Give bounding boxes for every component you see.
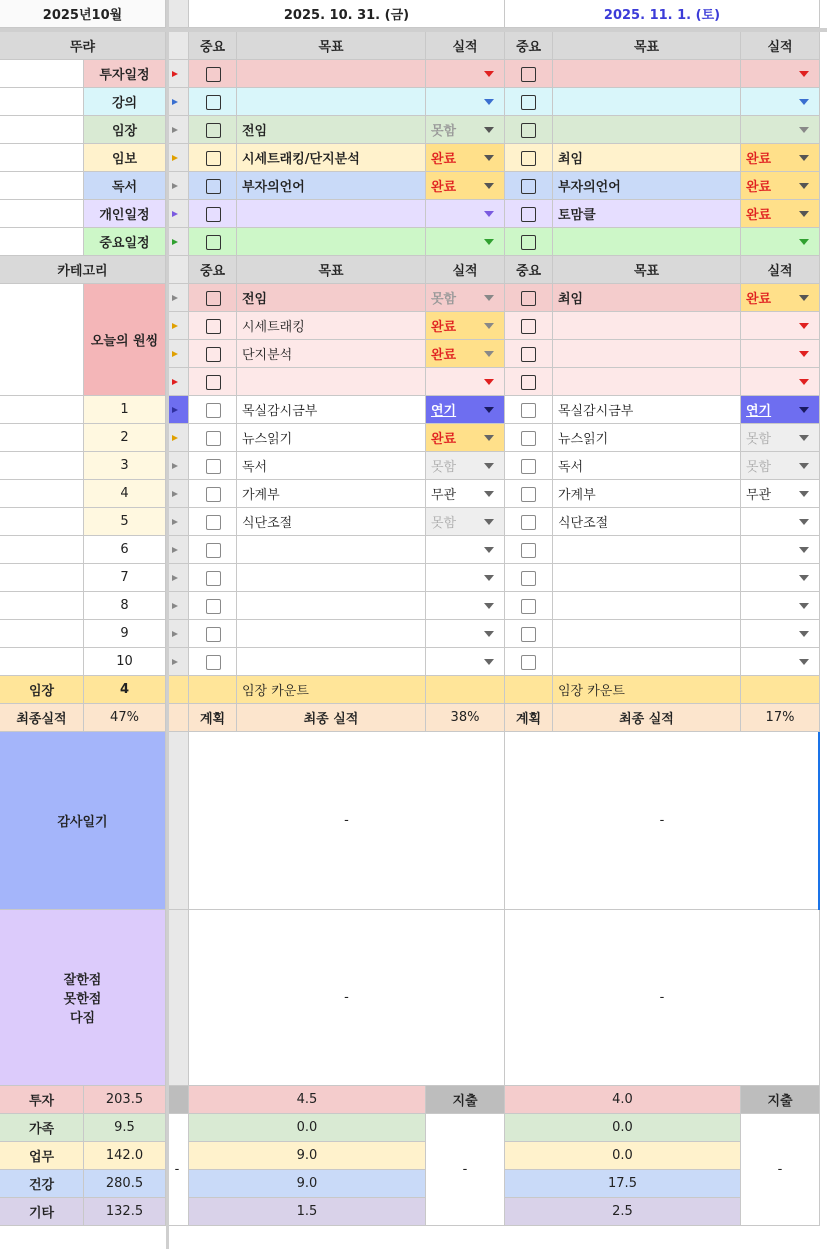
column-header: 목표 [237, 32, 426, 60]
important-checkbox[interactable] [521, 515, 536, 530]
blank-cell [0, 480, 84, 508]
important-checkbox[interactable] [206, 179, 221, 194]
row-marker-icon [172, 127, 178, 133]
goal-field[interactable]: 부자의언어 [553, 172, 741, 200]
result-select[interactable]: 완료 [426, 424, 505, 452]
goal-field[interactable] [237, 564, 426, 592]
column-header: 중요 [505, 256, 553, 284]
goal-field[interactable]: 가계부 [553, 480, 741, 508]
important-checkbox[interactable] [206, 487, 221, 502]
dropdown-arrow-icon[interactable] [484, 211, 494, 217]
goal-field[interactable] [553, 228, 741, 256]
gap-column [166, 704, 189, 732]
expense-dash: - [426, 1114, 505, 1226]
plan-label: 계획 [189, 704, 237, 732]
row-number: 3 [84, 452, 166, 480]
dropdown-arrow-icon[interactable] [484, 603, 494, 609]
result-select[interactable]: 무관 [741, 480, 820, 508]
goal-field[interactable]: 단지분석 [237, 340, 426, 368]
dropdown-arrow-icon[interactable] [484, 323, 494, 329]
dropdown-arrow-icon[interactable] [799, 575, 809, 581]
row-marker-icon [172, 659, 178, 665]
goal-field[interactable] [237, 592, 426, 620]
column-header: 실적 [741, 32, 820, 60]
goal-field[interactable]: 최임 [553, 144, 741, 172]
goal-field[interactable] [553, 312, 741, 340]
dropdown-arrow-icon[interactable] [799, 631, 809, 637]
important-checkbox[interactable] [521, 151, 536, 166]
result-select[interactable]: 완료 [741, 144, 820, 172]
important-checkbox[interactable] [206, 571, 221, 586]
reflection-label-line: 못한점 [63, 992, 102, 1007]
dropdown-arrow-icon[interactable] [484, 631, 494, 637]
important-checkbox[interactable] [206, 599, 221, 614]
goal-field[interactable]: 토맘클 [553, 200, 741, 228]
expense-total: 203.5 [84, 1086, 166, 1114]
dropdown-arrow-icon[interactable] [799, 323, 809, 329]
imjang-label: 임장 [0, 676, 84, 704]
blank-cell [0, 284, 84, 396]
row-marker-icon [172, 323, 178, 329]
gap-column [166, 910, 189, 1086]
goal-field[interactable]: 독서 [237, 452, 426, 480]
result-select[interactable]: 완료 [741, 284, 820, 312]
final-result-value: 38% [426, 704, 505, 732]
result-select[interactable]: 완료 [741, 172, 820, 200]
result-select[interactable]: 못함 [426, 508, 505, 536]
goal-field[interactable]: 목실감시금부 [237, 396, 426, 424]
important-checkbox[interactable] [521, 571, 536, 586]
row-marker-icon [172, 211, 178, 217]
goal-field[interactable] [553, 116, 741, 144]
important-checkbox[interactable] [521, 235, 536, 250]
goal-field[interactable] [553, 564, 741, 592]
plan-label: 계획 [505, 704, 553, 732]
row-marker-icon [172, 407, 178, 413]
expense-category: 업무 [0, 1142, 84, 1170]
category-label: 개인일정 [84, 200, 166, 228]
important-checkbox[interactable] [521, 207, 536, 222]
blank-cell [0, 200, 84, 228]
month-title: 2025년10월 [0, 0, 166, 28]
dropdown-arrow-icon[interactable] [484, 351, 494, 357]
row-number: 8 [84, 592, 166, 620]
gratitude-entry[interactable]: - [189, 732, 505, 910]
blank-cell [0, 228, 84, 256]
expense-amount[interactable]: 0.0 [505, 1114, 741, 1142]
gap-column [166, 1086, 189, 1114]
dropdown-arrow-icon[interactable] [484, 519, 494, 525]
expense-amount[interactable]: 4.0 [505, 1086, 741, 1114]
final-result-label: 최종 실적 [237, 704, 426, 732]
blank-cell [0, 116, 84, 144]
goal-field[interactable] [237, 648, 426, 676]
category-label: 임장 [84, 116, 166, 144]
expense-total: 132.5 [84, 1198, 166, 1226]
result-select[interactable]: 완료 [426, 144, 505, 172]
section-label: 카테고리 [0, 256, 166, 284]
result-select[interactable]: 못함 [426, 452, 505, 480]
expense-dash: - [166, 1114, 189, 1226]
result-select[interactable]: 완료 [741, 200, 820, 228]
final-label: 최종실적 [0, 704, 84, 732]
goal-field[interactable] [237, 620, 426, 648]
result-select[interactable]: 못함 [741, 452, 820, 480]
goal-field[interactable] [553, 536, 741, 564]
expense-amount[interactable]: 17.5 [505, 1170, 741, 1198]
dropdown-arrow-icon[interactable] [799, 463, 809, 469]
important-checkbox[interactable] [206, 459, 221, 474]
dropdown-arrow-icon[interactable] [799, 603, 809, 609]
category-label: 독서 [84, 172, 166, 200]
important-checkbox[interactable] [206, 347, 221, 362]
gap-column [166, 32, 189, 60]
result-select[interactable]: 연기 [741, 396, 820, 424]
expense-amount[interactable]: 1.5 [189, 1198, 426, 1226]
imjang-count-label: 임장 카운트 [553, 676, 741, 704]
goal-field[interactable] [237, 60, 426, 88]
expense-category: 기타 [0, 1198, 84, 1226]
row-marker-icon [172, 351, 178, 357]
important-checkbox[interactable] [521, 543, 536, 558]
goal-field[interactable] [553, 60, 741, 88]
dropdown-arrow-icon[interactable] [484, 99, 494, 105]
dropdown-arrow-icon[interactable] [799, 491, 809, 497]
important-checkbox[interactable] [206, 431, 221, 446]
date-header-2: 2025. 11. 1. (토) [505, 0, 820, 28]
dropdown-arrow-icon[interactable] [799, 211, 809, 217]
row-marker-icon [172, 379, 178, 385]
gratitude-label: 감사일기 [0, 732, 166, 910]
goal-field[interactable] [553, 592, 741, 620]
expense-amount[interactable]: 9.0 [189, 1142, 426, 1170]
row-marker-icon [172, 155, 178, 161]
dropdown-arrow-icon[interactable] [799, 295, 809, 301]
spend-label: 지출 [426, 1086, 505, 1114]
blank-cell [0, 620, 84, 648]
blank-cell [0, 60, 84, 88]
dropdown-arrow-icon[interactable] [484, 575, 494, 581]
dropdown-arrow-icon[interactable] [799, 71, 809, 77]
goal-field[interactable]: 전임 [237, 116, 426, 144]
expense-amount[interactable]: 2.5 [505, 1198, 741, 1226]
reflection-label [0, 910, 166, 1086]
row-marker-icon [172, 435, 178, 441]
gap-column [166, 0, 189, 28]
wonthing-label: 오늘의 원씽 [84, 284, 166, 396]
imjang-value: 4 [84, 676, 166, 704]
goal-field[interactable]: 부자의언어 [237, 172, 426, 200]
blank-cell [505, 676, 553, 704]
row-number: 2 [84, 424, 166, 452]
important-checkbox[interactable] [521, 627, 536, 642]
important-checkbox[interactable] [521, 347, 536, 362]
result-select[interactable]: 연기 [426, 396, 505, 424]
goal-field[interactable]: 목실감시금부 [553, 396, 741, 424]
result-select[interactable]: 완료 [426, 340, 505, 368]
date-header-1: 2025. 10. 31. (금) [189, 0, 505, 28]
result-select[interactable]: 완료 [426, 172, 505, 200]
dropdown-arrow-icon[interactable] [799, 99, 809, 105]
dropdown-arrow-icon[interactable] [799, 183, 809, 189]
row-marker-icon [172, 239, 178, 245]
category-label: 강의 [84, 88, 166, 116]
goal-field[interactable]: 독서 [553, 452, 741, 480]
dropdown-arrow-icon[interactable] [484, 435, 494, 441]
dropdown-arrow-icon[interactable] [799, 407, 809, 413]
reflection-entry[interactable]: - [505, 910, 820, 1086]
dropdown-arrow-icon[interactable] [799, 127, 809, 133]
final-value: 47% [84, 704, 166, 732]
column-header: 실적 [426, 256, 505, 284]
category-label: 투자일정 [84, 60, 166, 88]
goal-field[interactable] [237, 88, 426, 116]
dropdown-arrow-icon[interactable] [484, 183, 494, 189]
blank-cell [0, 396, 84, 424]
dropdown-arrow-icon[interactable] [484, 71, 494, 77]
goal-field[interactable]: 식단조절 [237, 508, 426, 536]
expense-total: 9.5 [84, 1114, 166, 1142]
dropdown-arrow-icon[interactable] [799, 239, 809, 245]
important-checkbox[interactable] [521, 179, 536, 194]
goal-field[interactable]: 시세트래킹 [237, 312, 426, 340]
goal-field[interactable]: 최임 [553, 284, 741, 312]
dropdown-arrow-icon[interactable] [484, 127, 494, 133]
dropdown-arrow-icon[interactable] [484, 491, 494, 497]
goal-field[interactable] [553, 648, 741, 676]
dropdown-arrow-icon[interactable] [799, 519, 809, 525]
result-select[interactable]: 못함 [741, 424, 820, 452]
dropdown-arrow-icon[interactable] [484, 155, 494, 161]
row-number: 9 [84, 620, 166, 648]
important-checkbox[interactable] [206, 655, 221, 670]
final-result-label: 최종 실적 [553, 704, 741, 732]
blank-cell [0, 592, 84, 620]
row-marker-icon [172, 99, 178, 105]
goal-field[interactable]: 가계부 [237, 480, 426, 508]
important-checkbox[interactable] [521, 655, 536, 670]
important-checkbox[interactable] [521, 599, 536, 614]
imjang-count-label: 임장 카운트 [237, 676, 426, 704]
expense-amount[interactable]: 9.0 [189, 1170, 426, 1198]
important-checkbox[interactable] [521, 459, 536, 474]
important-checkbox[interactable] [206, 67, 221, 82]
dropdown-arrow-icon[interactable] [484, 379, 494, 385]
goal-field[interactable] [237, 228, 426, 256]
important-checkbox[interactable] [521, 487, 536, 502]
important-checkbox[interactable] [206, 291, 221, 306]
important-checkbox[interactable] [521, 291, 536, 306]
goal-field[interactable] [237, 200, 426, 228]
expense-amount[interactable]: 0.0 [189, 1114, 426, 1142]
important-checkbox[interactable] [521, 403, 536, 418]
reflection-label-line: 다짐 [69, 1011, 96, 1026]
dropdown-arrow-icon[interactable] [484, 659, 494, 665]
row-number: 10 [84, 648, 166, 676]
column-header: 중요 [189, 256, 237, 284]
result-select[interactable]: 완료 [426, 312, 505, 340]
expense-category: 건강 [0, 1170, 84, 1198]
expense-category: 투자 [0, 1086, 84, 1114]
gap-column [166, 676, 189, 704]
result-select[interactable]: 못함 [426, 284, 505, 312]
goal-field[interactable]: 시세트래킹/단지분석 [237, 144, 426, 172]
category-label: 중요일정 [84, 228, 166, 256]
gratitude-entry[interactable]: - [505, 732, 820, 910]
goal-field[interactable] [237, 368, 426, 396]
goal-field[interactable] [553, 340, 741, 368]
goal-field[interactable] [553, 88, 741, 116]
row-marker-icon [172, 631, 178, 637]
row-marker-icon [172, 575, 178, 581]
important-checkbox[interactable] [521, 95, 536, 110]
row-marker-icon [172, 183, 178, 189]
expense-total: 280.5 [84, 1170, 166, 1198]
blank-cell [0, 452, 84, 480]
frozen-column-divider [166, 0, 169, 1249]
goal-field[interactable]: 뉴스읽기 [237, 424, 426, 452]
row-number: 4 [84, 480, 166, 508]
dropdown-arrow-icon[interactable] [799, 379, 809, 385]
dropdown-arrow-icon[interactable] [799, 659, 809, 665]
result-select[interactable]: 못함 [426, 116, 505, 144]
important-checkbox[interactable] [521, 431, 536, 446]
blank-cell [0, 424, 84, 452]
dropdown-arrow-icon[interactable] [484, 463, 494, 469]
dropdown-arrow-icon[interactable] [484, 239, 494, 245]
gap-column [166, 732, 189, 910]
expense-category: 가족 [0, 1114, 84, 1142]
selection-edge [818, 732, 820, 910]
important-checkbox[interactable] [521, 67, 536, 82]
row-number: 6 [84, 536, 166, 564]
important-checkbox[interactable] [206, 543, 221, 558]
column-header: 실적 [741, 256, 820, 284]
important-checkbox[interactable] [206, 627, 221, 642]
row-marker-icon [172, 491, 178, 497]
gap-column [166, 256, 189, 284]
dropdown-arrow-icon[interactable] [799, 155, 809, 161]
blank-cell [0, 564, 84, 592]
dropdown-arrow-icon[interactable] [484, 547, 494, 553]
expense-total: 142.0 [84, 1142, 166, 1170]
column-header: 목표 [237, 256, 426, 284]
goal-field[interactable] [553, 620, 741, 648]
expense-dash: - [741, 1114, 820, 1226]
row-marker-icon [172, 603, 178, 609]
result-select[interactable]: 무관 [426, 480, 505, 508]
column-header: 목표 [553, 32, 741, 60]
row-marker-icon [172, 463, 178, 469]
category-label: 임보 [84, 144, 166, 172]
row-marker-icon [172, 547, 178, 553]
goal-field[interactable]: 식단조절 [553, 508, 741, 536]
important-checkbox[interactable] [206, 95, 221, 110]
blank-cell [0, 88, 84, 116]
blank-cell [189, 676, 237, 704]
important-checkbox[interactable] [206, 123, 221, 138]
important-checkbox[interactable] [206, 207, 221, 222]
row-marker-icon [172, 71, 178, 77]
blank-cell [0, 536, 84, 564]
important-checkbox[interactable] [521, 319, 536, 334]
row-marker-icon [172, 295, 178, 301]
final-result-value: 17% [741, 704, 820, 732]
important-checkbox[interactable] [206, 375, 221, 390]
column-header: 중요 [189, 32, 237, 60]
section-label: 뚜랴 [0, 32, 166, 60]
row-number: 5 [84, 508, 166, 536]
spend-label: 지출 [741, 1086, 820, 1114]
column-header: 중요 [505, 32, 553, 60]
reflection-entry[interactable]: - [189, 910, 505, 1086]
dropdown-arrow-icon[interactable] [484, 295, 494, 301]
blank-cell [0, 172, 84, 200]
blank-cell [0, 648, 84, 676]
important-checkbox[interactable] [206, 151, 221, 166]
dropdown-arrow-icon[interactable] [799, 351, 809, 357]
blank-cell [0, 144, 84, 172]
expense-amount[interactable]: 4.5 [189, 1086, 426, 1114]
goal-field[interactable] [553, 368, 741, 396]
important-checkbox[interactable] [521, 123, 536, 138]
row-number: 7 [84, 564, 166, 592]
important-checkbox[interactable] [206, 235, 221, 250]
dropdown-arrow-icon[interactable] [484, 407, 494, 413]
dropdown-arrow-icon[interactable] [799, 435, 809, 441]
blank-cell [741, 676, 820, 704]
important-checkbox[interactable] [206, 319, 221, 334]
important-checkbox[interactable] [521, 375, 536, 390]
goal-field[interactable] [237, 536, 426, 564]
blank-cell [426, 676, 505, 704]
important-checkbox[interactable] [206, 403, 221, 418]
expense-amount[interactable]: 0.0 [505, 1142, 741, 1170]
goal-field[interactable]: 뉴스읽기 [553, 424, 741, 452]
column-header: 목표 [553, 256, 741, 284]
blank-cell [0, 508, 84, 536]
goal-field[interactable]: 전임 [237, 284, 426, 312]
row-marker-icon [172, 519, 178, 525]
important-checkbox[interactable] [206, 515, 221, 530]
row-number: 1 [84, 396, 166, 424]
reflection-label-line: 잘한점 [63, 973, 102, 988]
column-header: 실적 [426, 32, 505, 60]
dropdown-arrow-icon[interactable] [799, 547, 809, 553]
